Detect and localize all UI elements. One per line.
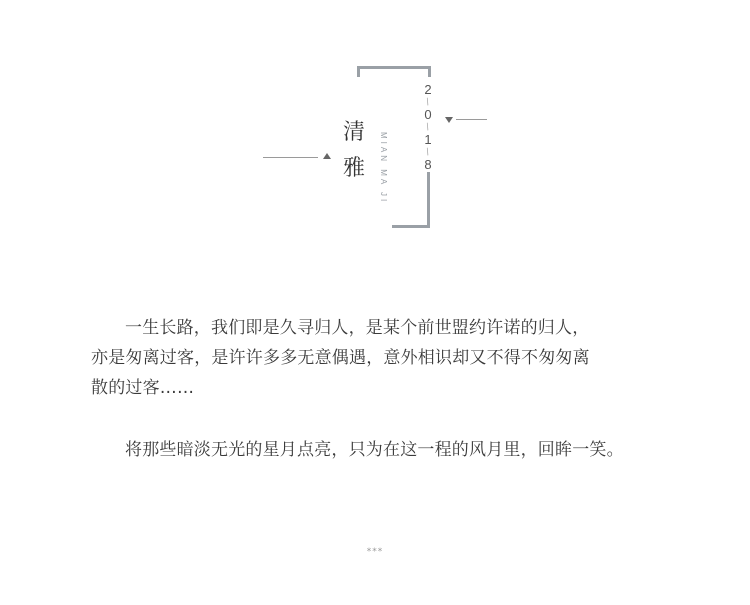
date-vertical <box>420 82 436 173</box>
frame-top-bracket <box>357 66 431 77</box>
date-separator: / <box>424 121 432 134</box>
date-digit-3: 1 <box>424 132 432 147</box>
right-rule <box>456 119 487 120</box>
left-rule <box>263 157 318 158</box>
frame-bottom-bracket <box>392 172 430 228</box>
paragraph-2 <box>91 435 671 465</box>
paragraph-1-line-2: 亦是匆离过客，是许许多多无意偶遇，意外相识却又不得不匆匆离 <box>91 348 590 368</box>
date-digit-4: 8 <box>424 157 432 172</box>
triangle-down-icon <box>445 117 453 123</box>
paragraph-1 <box>91 313 671 403</box>
triangle-up-icon <box>323 153 331 159</box>
date-separator: / <box>424 96 432 109</box>
paragraph-1-line-1: 一生长路，我们即是久寻归人，是某个前世盟约许诺的归人， <box>125 318 590 338</box>
end-mark: *** <box>366 547 384 557</box>
date-digit-2: 0 <box>424 107 432 122</box>
title-char-2: 雅 <box>343 156 366 181</box>
paragraph-1-line-3: 散的过客…… <box>91 378 195 398</box>
header-emblem <box>0 0 750 240</box>
article-body <box>91 313 671 465</box>
vertical-caption: MIAN MA JI <box>379 132 388 205</box>
title-char-1: 清 <box>343 120 366 145</box>
date-separator: / <box>424 146 432 159</box>
paragraph-2-line-1: 将那些暗淡无光的星月点亮，只为在这一程的风月里，回眸一笑。 <box>125 440 624 460</box>
date-digit-1: 2 <box>424 82 432 97</box>
